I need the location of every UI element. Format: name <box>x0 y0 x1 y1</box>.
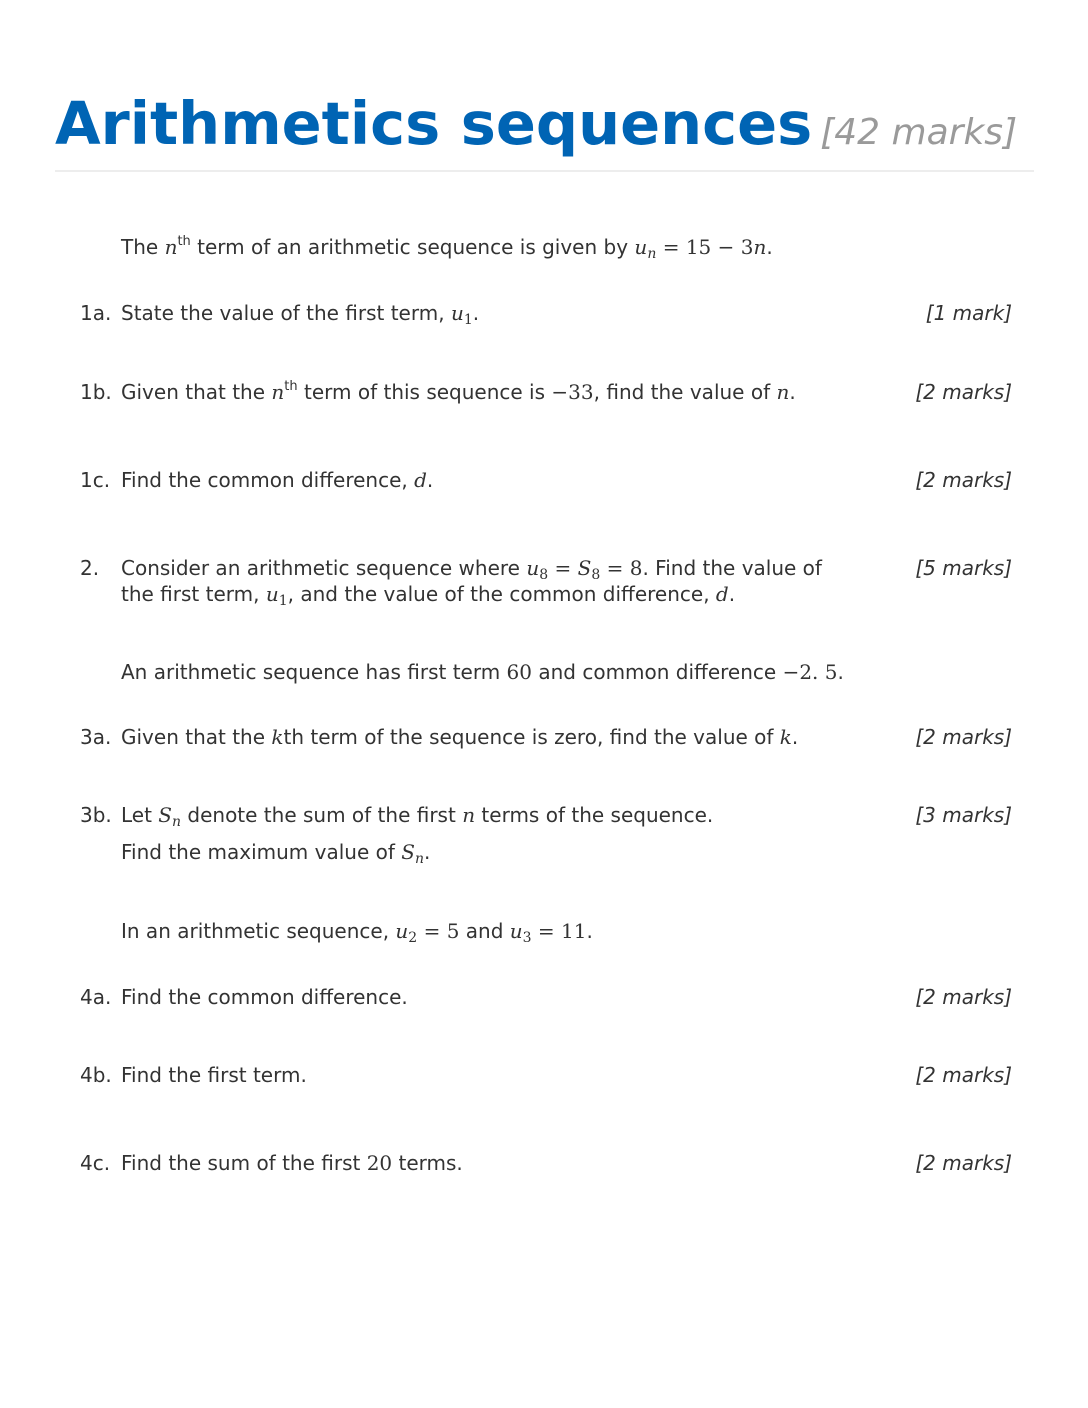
text-line <box>121 581 851 607</box>
question-text: Find the common difference. <box>121 985 408 1009</box>
text-fragment: . <box>586 919 593 943</box>
text-fragment: Let <box>121 803 159 827</box>
question-marks: [1 mark] <box>925 301 1012 325</box>
math-fragment: n <box>414 851 424 867</box>
math-fragment: k <box>271 725 284 749</box>
text-fragment: and common difference <box>532 660 783 684</box>
math-fragment: n <box>172 814 182 830</box>
text-fragment: and <box>459 919 510 943</box>
text-fragment: Consider an arithmetic sequence where <box>121 556 527 580</box>
math-fragment: = 8 <box>600 556 643 580</box>
text-fragment: th term of the sequence is zero, find the value of <box>283 725 780 749</box>
question-text <box>121 300 851 326</box>
text-fragment: . <box>426 468 434 492</box>
question-number: 4a. <box>80 985 112 1009</box>
math-fragment: u <box>509 919 523 943</box>
text-fragment: . <box>472 301 480 325</box>
question-number: 2. <box>80 556 100 580</box>
question-number: 1a. <box>80 301 112 325</box>
text-fragment: . <box>766 235 773 259</box>
total-marks: [42 marks] <box>820 112 1018 153</box>
math-fragment: S <box>577 556 592 580</box>
question-marks: [2 marks] <box>915 985 1012 1009</box>
math-fragment: −2. 5 <box>782 660 838 684</box>
math-fragment: u <box>450 301 464 325</box>
text-fragment: . Find the value of <box>642 556 822 580</box>
text-fragment: Given that the <box>121 725 272 749</box>
question-text <box>121 1150 851 1176</box>
text-fragment: Find the maximum value of <box>121 840 402 864</box>
text-fragment: term of this sequence is <box>297 380 552 404</box>
page-title <box>55 88 1017 169</box>
math-fragment: u <box>634 235 648 259</box>
math-fragment: = 5 <box>417 919 460 943</box>
text-fragment: The <box>121 235 165 259</box>
math-fragment: S <box>401 840 415 864</box>
title-text: Arithmetics sequences <box>55 89 813 158</box>
question-marks: [2 marks] <box>915 468 1012 492</box>
text-fragment: . <box>728 582 736 606</box>
question-number: 4b. <box>80 1063 112 1087</box>
question-number: 1b. <box>80 380 112 404</box>
text-fragment: . <box>791 725 799 749</box>
text-fragment: State the value of the first term, <box>121 301 451 325</box>
math-fragment: u <box>265 582 279 606</box>
page-header <box>55 88 1034 172</box>
math-fragment: 60 <box>506 660 532 684</box>
text-fragment: terms of the sequence. <box>475 803 714 827</box>
question-number: 1c. <box>80 468 111 492</box>
text-fragment: . <box>789 380 796 404</box>
text-fragment: An arithmetic sequence has first term <box>121 660 507 684</box>
stem-text <box>121 918 851 944</box>
question-text <box>121 555 851 607</box>
question-marks: [5 marks] <box>915 556 1012 580</box>
text-fragment: terms. <box>392 1151 463 1175</box>
question-marks: [2 marks] <box>915 380 1012 404</box>
math-fragment: n <box>647 246 657 262</box>
math-fragment: n <box>776 380 790 404</box>
math-fragment: = <box>548 556 578 580</box>
text-fragment: In an arithmetic sequence, <box>121 919 396 943</box>
math-fragment: d <box>414 468 427 492</box>
text-fragment: , find the value of <box>593 380 777 404</box>
text-fragment: the first term, <box>121 582 266 606</box>
stem-text <box>121 234 851 260</box>
question-number: 3a. <box>80 725 112 749</box>
question-text <box>121 724 851 750</box>
question-text <box>121 797 851 871</box>
question-text: Find the first term. <box>121 1063 307 1087</box>
math-fragment: d <box>715 582 729 606</box>
math-fragment: 1 <box>463 312 473 328</box>
question-marks: [2 marks] <box>915 1151 1012 1175</box>
stem-text <box>121 659 851 685</box>
math-fragment: 8 <box>591 567 601 583</box>
question-marks: [2 marks] <box>915 725 1012 749</box>
text-fragment: Given that the <box>121 380 272 404</box>
question-text <box>121 467 851 493</box>
math-fragment: = 11 <box>531 919 587 943</box>
text-line <box>121 834 851 871</box>
question-marks: [3 marks] <box>915 803 1012 827</box>
math-fragment: −33 <box>551 380 594 404</box>
math-fragment: 8 <box>539 567 549 583</box>
text-fragment: . <box>424 840 431 864</box>
text-fragment: , and the value of the common difference, <box>287 582 716 606</box>
text-fragment: Find the common difference, <box>121 468 415 492</box>
math-fragment: n <box>164 235 178 259</box>
math-fragment: S <box>158 803 172 827</box>
math-fragment: n <box>462 803 476 827</box>
math-fragment: n <box>271 380 285 404</box>
math-fragment: = 15 − 3 <box>656 235 754 259</box>
text-fragment: Find the sum of the first <box>121 1151 367 1175</box>
math-fragment: 1 <box>278 593 288 609</box>
math-fragment: n <box>753 235 767 259</box>
math-fragment: 3 <box>522 930 532 946</box>
math-fragment: 20 <box>366 1151 393 1175</box>
math-fragment: th <box>177 234 191 249</box>
text-fragment: . <box>837 660 844 684</box>
question-number: 3b. <box>80 803 112 827</box>
question-number: 4c. <box>80 1151 111 1175</box>
math-fragment: k <box>779 725 792 749</box>
math-fragment: 2 <box>408 930 418 946</box>
math-fragment: th <box>284 379 298 394</box>
question-marks: [2 marks] <box>915 1063 1012 1087</box>
math-fragment: u <box>395 919 409 943</box>
math-fragment: u <box>526 556 540 580</box>
question-text <box>121 379 851 405</box>
text-fragment: denote the sum of the first <box>181 803 463 827</box>
text-fragment: term of an arithmetic sequence is given by <box>190 235 635 259</box>
